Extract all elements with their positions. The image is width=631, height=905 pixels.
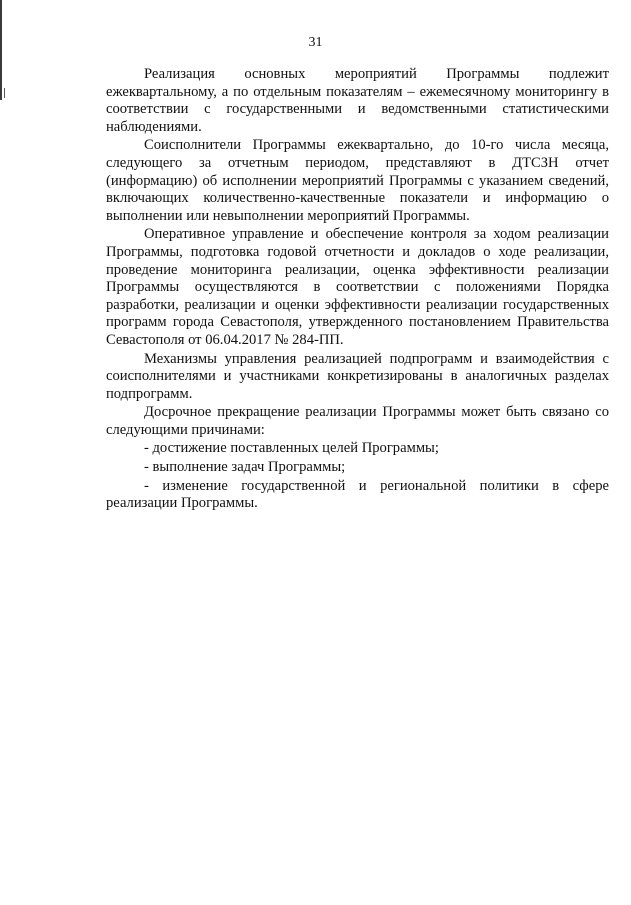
list-item-policy-change: - изменение государственной и региональной политики в сфере реализации Программы. [106,477,609,512]
document-body [106,66,609,514]
list-item-goals-achieved: - достижение поставленных целей Программы; [144,440,439,457]
list-item-tasks-completed: - выполнение задач Программы; [144,459,346,476]
page-number: 31 [308,35,323,50]
scan-tick-mark [4,88,5,98]
paragraph-co-executors-report: Соисполнители Программы ежеквартально, до 10-го числа месяца, следующего за отчетным периодом, представляют в ДТСЗН отчет (информацию) об исполнении мероприятий Программы с указанием сведений, включающих количественно-качественные показатели и информацию о выполнении или невыполнении мероприятий Программы. [106,137,609,224]
paragraph-early-termination: Досрочное прекращение реализации Программы может быть связано со следующими причинами: [106,404,609,438]
paragraph-management-mechanisms: Механизмы управления реализацией подпрограмм и взаимодействия с соисполнителями и участниками конкретизированы в аналогичных разделах подпрограмм. [106,350,609,402]
paragraph-monitoring: Реализация основных мероприятий Программы подлежит ежеквартальному, а по отдельным показателям – ежемесячному мониторингу в соответствии с государственными и ведомственными статистическими наблюдениями. [106,66,609,135]
paragraph-operational-management: Оперативное управление и обеспечение контроля за ходом реализации Программы, подготовка годовой отчетности и докладов о ходе реализации, проведение мониторинга реализации, оценка эффективности реализации Программы осуществляются в соответствии с положениями Порядка разработки, реализации и оценки эффективности реализации государственных программ города Севастополя, утвержденного постановлением Правительства Севастополя от 06.04.2017 № 284-ПП. [106,226,609,348]
